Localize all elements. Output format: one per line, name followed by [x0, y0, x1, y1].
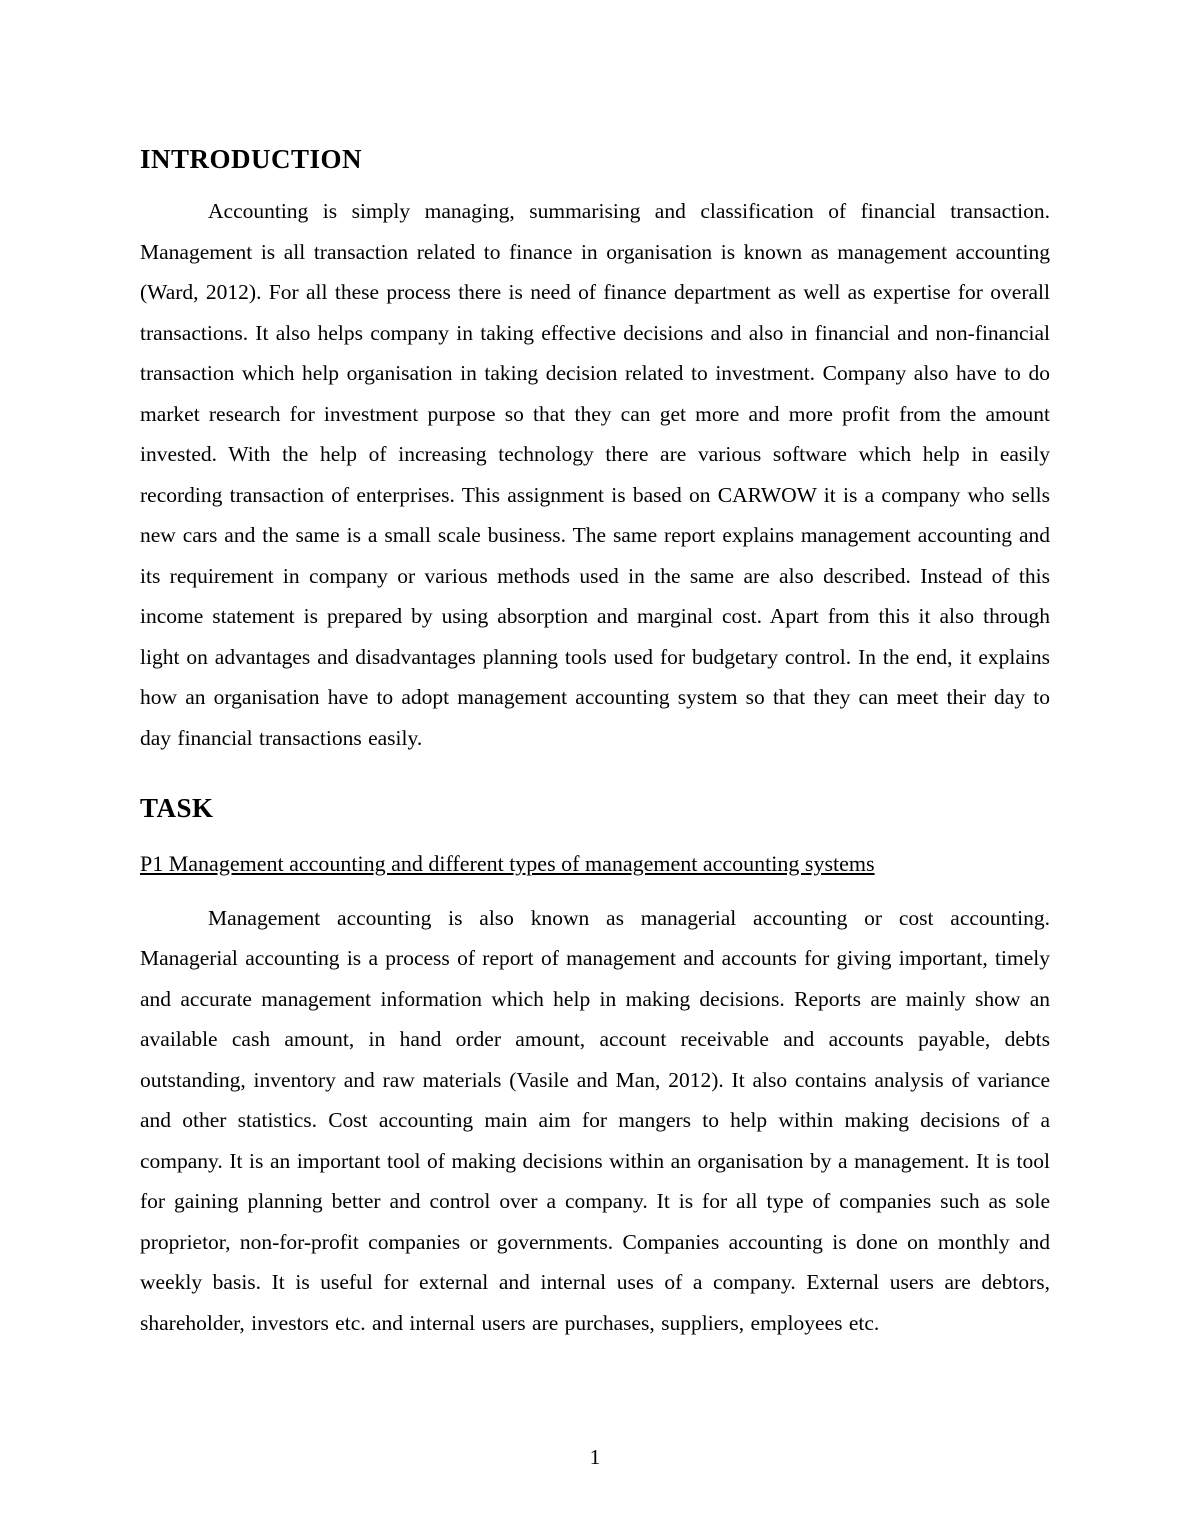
introduction-heading: INTRODUCTION	[140, 144, 363, 174]
p1-paragraph: Management accounting is also known as managerial accounting or cost accounting. Managerial accounting is a process of report of management and accounts for giving important, timely and accurate management information which help in making decisions. Reports are mainly show an available cash amount, in hand order amount, account receivable and accounts payable, debts outstanding, inventory and raw materials (Vasile and Man, 2012). It also contains analysis of variance and other statistics. Cost accounting main aim for mangers to help within making decisions of a company. It is an important tool of making decisions within an organisation by a management. It is tool for gaining planning better and control over a company. It is for all type of companies such as sole proprietor, non-for-profit companies or governments. Companies accounting is done on monthly and weekly basis. It is useful for external and internal uses of a company. External users are debtors, shareholder, investors etc. and internal users are purchases, suppliers, employees etc.	[140, 905, 1050, 1335]
introduction-paragraph: Accounting is simply managing, summarising and classification of financial transaction. Management is all transaction related to finance in organisation is known as management accounting (Ward, 2012). For all these process there is need of finance department as well as expertise for overall transactions. It also helps company in taking effective decisions and also in financial and non-financial transaction which help organisation in taking decision related to investment. Company also have to do market research for investment purpose so that they can get more and more profit from the amount invested. With the help of increasing technology there are various software which help in easily recording transaction of enterprises. This assignment is based on CARWOW it is a company who sells new cars and the same is a small scale business. The same report explains management accounting and its requirement in company or various methods used in the same are also described. Instead of this income statement is prepared by using absorption and marginal cost. Apart from this it also through light on advantages and disadvantages planning tools used for budgetary control. In the end, it explains how an organisation have to adopt management accounting system so that they can meet their day to day financial transactions easily.	[140, 199, 1050, 750]
page-number: 1	[589, 1445, 601, 1469]
task-heading: TASK	[140, 793, 214, 824]
p1-subheading: P1 Management accounting and different types of management accounting systems	[140, 850, 875, 876]
